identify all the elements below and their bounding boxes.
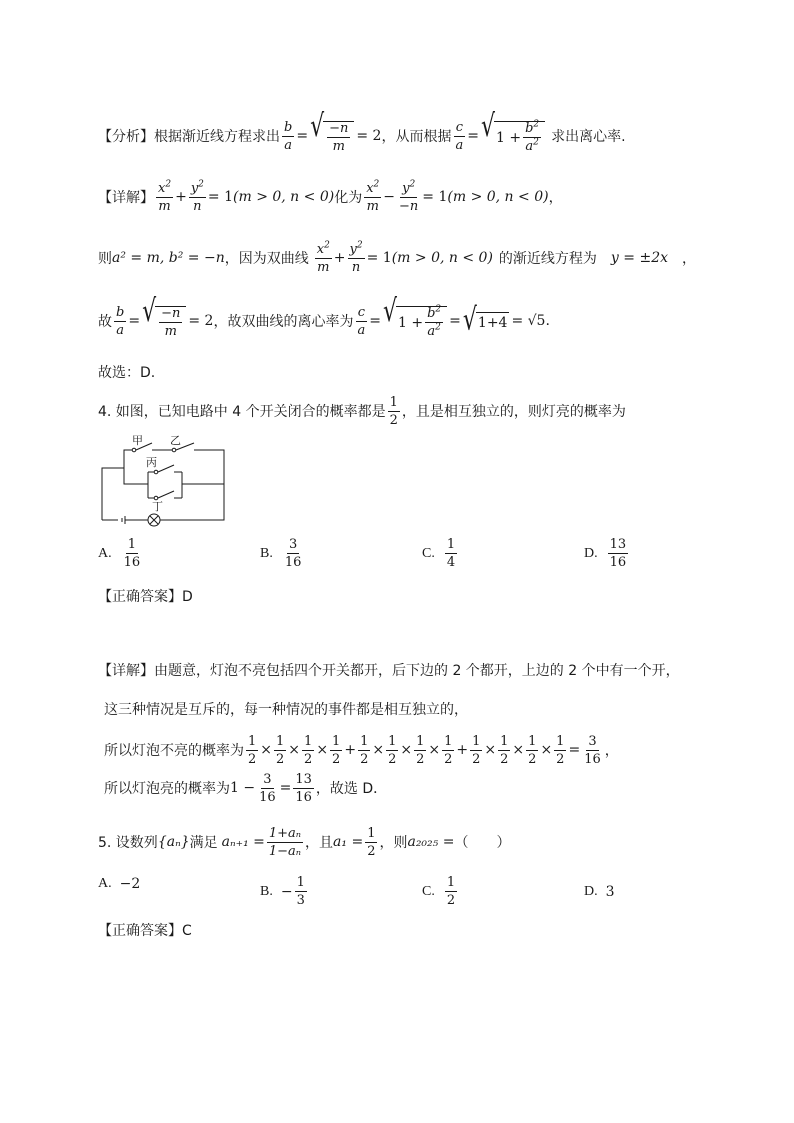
detail-line-3: 故 $\frac{b}{a}$ = √ $\frac{-n}{m}$ = 2 ，故双曲线的离心率为 $\frac{c}{a}$ = √ 1 + $\frac{b^2}{a^2}$ = √ 1+4 = √5 .: [98, 294, 550, 339]
eccentricity-formula: √ 1 + $\frac{b^2}{a^2}$: [481, 119, 545, 153]
q5-option-b[interactable]: B. − $\frac{1}{3}$: [260, 875, 305, 908]
analysis-line: 【分析】根据渐近线方程求出 $\frac{b}{a}$ = √ $\frac{-n}{m}$ = 2 ，从而根据 $\frac{c}{a}$ = √ 1 + $\frac{b^2}{a^2}$ 求出离心率.: [98, 109, 626, 154]
q4-detail-c: 所以灯泡不亮的概率为 $\frac{1}{2}$ × $\frac{1}{2}$ × $\frac{1}{2}$ × $\frac{1}{2}$ + $\frac{1}{2}$ × $\frac{1}{2}$ × $\frac{1}{2}$ × $\frac{1}{2}$ + $\frac{1}{2}$ × $\frac{1}{2}$ × $\frac{1}{2}$ × $\frac{1}{2}$ = $\frac{3}{16}$ ，: [104, 733, 619, 767]
switch-label-jia: 甲: [132, 434, 143, 447]
circuit-diagram: [96, 432, 232, 528]
switch-label-ding: 丁: [152, 500, 163, 513]
ratio-c-over-a: $\frac{c}{a}$: [455, 119, 464, 153]
q5-option-c[interactable]: C. $\frac{1}{2}$: [422, 875, 456, 908]
q4-option-d[interactable]: D. $\frac{13}{16}$: [584, 537, 627, 570]
q4-option-b[interactable]: B. $\frac{3}{16}$: [260, 537, 302, 570]
q4-detail-d: 所以灯泡亮的概率为 1 − $\frac{3}{16}$ = $\frac{13}{16}$ ，故选 D．: [104, 771, 388, 805]
q5-option-a[interactable]: A. −2: [98, 876, 141, 892]
q5-option-d[interactable]: D. 3: [584, 884, 615, 900]
circuit-svg: [96, 432, 232, 528]
switch-label-yi: 乙: [170, 434, 181, 447]
ratio-b-over-a: $\frac{b}{a}$: [284, 119, 293, 153]
choose-q3: 故选：D.: [98, 365, 156, 381]
detail-line-1: 【详解】 $\frac{x^2}{m}$ + $\frac{y^2}{n}$ = 1 (m > 0, n < 0) 化为 $\frac{x^2}{m}$ − $\frac{y^2}{-n}$ = 1 (m > 0, n < 0) ，: [98, 179, 563, 214]
q5-stem: 5. 设数列 {aₙ} 满足 aₙ₊₁ = $\frac{\text{1+aₙ}}{\text{1−aₙ}}$ ，且 a₁ = $\frac{1}{2}$ ，则 a₂₀₂₅ = （ ）: [98, 825, 511, 859]
q4-answer: 【正确答案】D: [98, 589, 193, 605]
q4-option-a[interactable]: A. $\frac{1}{16}$: [98, 537, 141, 570]
analysis-prefix: 【分析】根据渐近线方程求出: [98, 129, 280, 145]
q4-option-c[interactable]: C. $\frac{1}{4}$: [422, 537, 456, 570]
sqrt-neg-n-over-m: √ $\frac{-n}{m}$: [310, 119, 354, 153]
q4-detail-b: 这三种情况是互斥的，每一种情况的事件都是相互独立的，: [104, 702, 468, 718]
detail-line-2: 则 a² = m, b² = −n ，因为双曲线 $\frac{x^2}{m}$ + $\frac{y^2}{n}$ = 1 (m > 0, n < 0) 的渐近线方程为 y = ±2x ，: [98, 240, 696, 275]
q5-answer: 【正确答案】C: [98, 923, 192, 939]
q4-stem: 4. 如图，已知电路中 4 个开关闭合的概率都是 $\frac{1}{2}$ ，且是相互独立的，则灯亮的概率为: [98, 394, 626, 428]
q4-detail-a: 【详解】由题意，灯泡不亮包括四个开关都开，后下边的 2 个都开，上边的 2 个中有一个开，: [98, 663, 680, 679]
switch-label-bing: 丙: [146, 456, 157, 469]
